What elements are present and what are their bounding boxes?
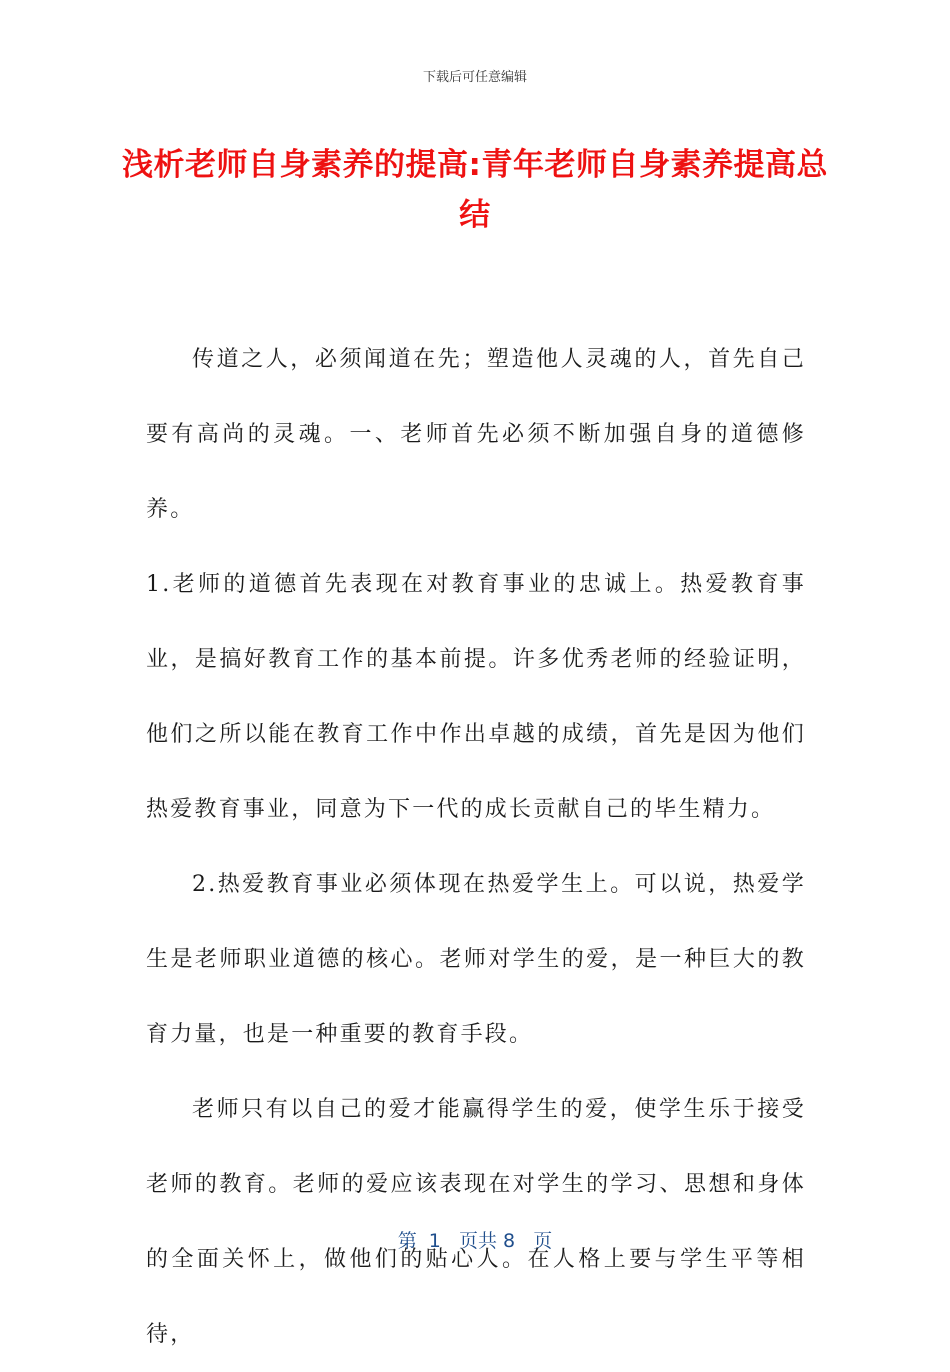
document-title: 浅析老师自身素养的提高:青年老师自身素养提高总结 (122, 147, 828, 233)
page-number-footer: 第 1 页共 8 页 (397, 1230, 553, 1252)
header-note: 下载后可任意编辑 (422, 70, 527, 85)
paragraph: 1.老师的道德首先表现在对教育事业的忠诚上。热爱教育事业，是搞好教育工作的基本前提。许多优秀老师的经验证明，他们之所以能在教育工作中作出卓越的成绩，首先是因为他们热爱教育事业，同意为下一代的成长贡献自己的毕生精力。 (146, 572, 806, 822)
document-body (146, 322, 806, 1372)
paragraph: 传道之人，必须闻道在先；塑造他人灵魂的人，首先自己要有高尚的灵魂。一、老师首先必须不断加强自身的道德修养。 (146, 347, 806, 522)
paragraph: 老师只有以自己的爱才能赢得学生的爱，使学生乐于接受老师的教育。老师的爱应该表现在对学生的学习、思想和身体的全面关怀上，做他们的贴心人。在人格上要与学生平等相待， (146, 1097, 806, 1347)
paragraph: 2.热爱教育事业必须体现在热爱学生上。可以说，热爱学生是老师职业道德的核心。老师对学生的爱，是一种巨大的教育力量，也是一种重要的教育手段。 (146, 872, 806, 1047)
